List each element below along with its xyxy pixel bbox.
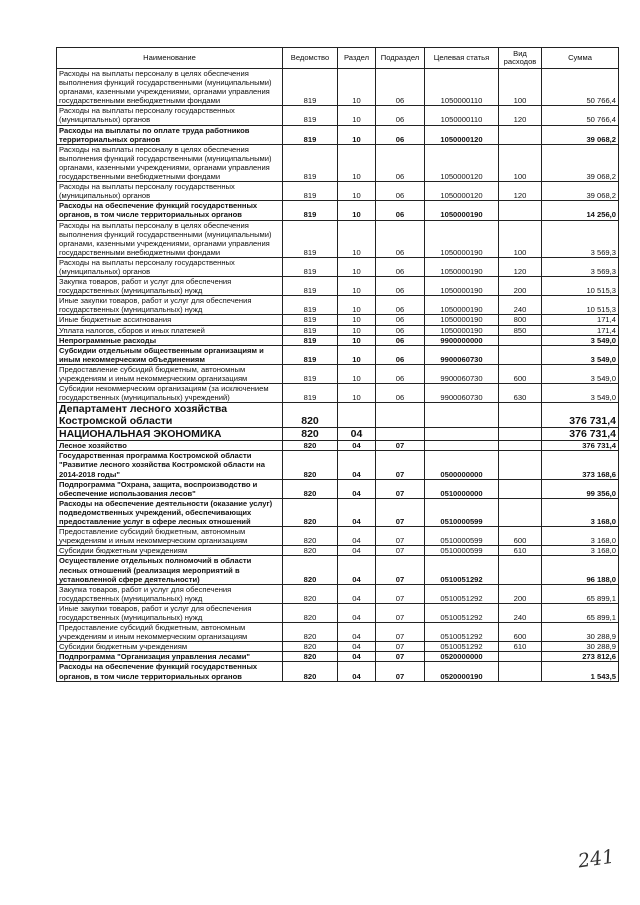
- row-razdel: 10: [338, 220, 376, 257]
- row-name: Иные закупки товаров, работ и услуг для обеспечения государственных (муниципальных) нужд: [57, 603, 283, 622]
- row-podrazdel: 06: [376, 345, 425, 364]
- table-row: [57, 642, 619, 652]
- row-sum: 10 515,3: [542, 296, 619, 315]
- table-row: [57, 584, 619, 603]
- row-razdel: 04: [338, 451, 376, 479]
- row-razdel: 10: [338, 106, 376, 125]
- row-sum: 273 812,6: [542, 652, 619, 662]
- row-vedomstvo: 819: [283, 325, 338, 335]
- row-podrazdel: 07: [376, 546, 425, 556]
- row-sum: 3 168,0: [542, 546, 619, 556]
- row-target: 9900000000: [425, 335, 499, 345]
- row-sum: 3 549,0: [542, 335, 619, 345]
- row-vedomstvo: 820: [283, 662, 338, 681]
- row-razdel: 04: [338, 546, 376, 556]
- row-target: 0510000599: [425, 498, 499, 526]
- header-target: Целевая статья: [425, 48, 499, 69]
- row-target: 1050000190: [425, 296, 499, 315]
- row-razdel: 04: [338, 479, 376, 498]
- row-sum: 10 515,3: [542, 277, 619, 296]
- table-body: [57, 69, 619, 682]
- row-vedomstvo: 820: [283, 652, 338, 662]
- row-vid: [499, 479, 542, 498]
- row-vedomstvo: 820: [283, 479, 338, 498]
- row-vid: 850: [499, 325, 542, 335]
- row-name: Иные бюджетные ассигнования: [57, 315, 283, 325]
- row-target: 1050000120: [425, 144, 499, 181]
- row-name: Лесное хозяйство: [57, 441, 283, 451]
- row-vid: 200: [499, 277, 542, 296]
- table-row: [57, 296, 619, 315]
- row-vedomstvo: 819: [283, 69, 338, 106]
- table-row: [57, 428, 619, 441]
- row-podrazdel: 07: [376, 479, 425, 498]
- budget-table-page: [56, 47, 618, 682]
- row-vedomstvo: 819: [283, 384, 338, 403]
- row-vid: [499, 345, 542, 364]
- row-razdel: 04: [338, 603, 376, 622]
- table-row: [57, 125, 619, 144]
- row-target: 0510000000: [425, 479, 499, 498]
- table-row: [57, 662, 619, 681]
- row-vid: [499, 201, 542, 220]
- row-vedomstvo: 819: [283, 315, 338, 325]
- row-target: 0510051292: [425, 556, 499, 584]
- row-vid: 600: [499, 364, 542, 383]
- table-row: [57, 546, 619, 556]
- row-vedomstvo: 819: [283, 277, 338, 296]
- table-row: [57, 315, 619, 325]
- row-target: 0510000599: [425, 527, 499, 546]
- row-podrazdel: 07: [376, 662, 425, 681]
- row-name: Расходы на выплаты персоналу государственных (муниципальных) органов: [57, 182, 283, 201]
- row-target: 9900060730: [425, 364, 499, 383]
- row-podrazdel: 06: [376, 220, 425, 257]
- row-sum: 171,4: [542, 315, 619, 325]
- row-sum: 39 068,2: [542, 182, 619, 201]
- header-name: Наименование: [57, 48, 283, 69]
- row-target: [425, 428, 499, 441]
- table-row: [57, 384, 619, 403]
- row-name: Расходы на обеспечение функций государственных органов, в том числе территориальных органов: [57, 662, 283, 681]
- row-podrazdel: 07: [376, 556, 425, 584]
- row-name: Осуществление отдельных полномочий в области лесных отношений (реализация мероприятий в установленной сфере деятельности): [57, 556, 283, 584]
- row-sum: 99 356,0: [542, 479, 619, 498]
- row-vid: [499, 428, 542, 441]
- row-vid: [499, 662, 542, 681]
- row-target: 0510051292: [425, 603, 499, 622]
- row-vedomstvo: 819: [283, 257, 338, 276]
- table-row: [57, 69, 619, 106]
- row-razdel: 10: [338, 345, 376, 364]
- row-sum: 3 549,0: [542, 364, 619, 383]
- row-podrazdel: 07: [376, 652, 425, 662]
- row-vid: 100: [499, 144, 542, 181]
- header-podrazdel: Подраздел: [376, 48, 425, 69]
- row-sum: 1 543,5: [542, 662, 619, 681]
- row-vid: 120: [499, 257, 542, 276]
- row-target: 1050000120: [425, 182, 499, 201]
- table-row: [57, 527, 619, 546]
- row-vedomstvo: 819: [283, 201, 338, 220]
- row-target: 9900060730: [425, 384, 499, 403]
- row-target: 9900060730: [425, 345, 499, 364]
- row-podrazdel: 07: [376, 498, 425, 526]
- table-row: [57, 257, 619, 276]
- page-number: 241: [576, 845, 616, 873]
- row-podrazdel: 06: [376, 277, 425, 296]
- row-sum: 3 569,3: [542, 257, 619, 276]
- row-razdel: 10: [338, 257, 376, 276]
- row-vedomstvo: 819: [283, 335, 338, 345]
- row-vid: 100: [499, 69, 542, 106]
- table-row: [57, 325, 619, 335]
- row-podrazdel: 07: [376, 451, 425, 479]
- row-podrazdel: 06: [376, 106, 425, 125]
- row-podrazdel: [376, 403, 425, 428]
- table-row: [57, 220, 619, 257]
- row-target: [425, 441, 499, 451]
- row-name: Расходы на выплаты персоналу государственных (муниципальных) органов: [57, 106, 283, 125]
- table-row: [57, 498, 619, 526]
- header-row: [57, 48, 619, 69]
- row-razdel: 04: [338, 642, 376, 652]
- table-row: [57, 603, 619, 622]
- row-name: Закупка товаров, работ и услуг для обеспечения государственных (муниципальных) нужд: [57, 584, 283, 603]
- table-row: [57, 106, 619, 125]
- table-row: [57, 623, 619, 642]
- row-vedomstvo: 820: [283, 527, 338, 546]
- row-sum: 376 731,4: [542, 441, 619, 451]
- row-name: Уплата налогов, сборов и иных платежей: [57, 325, 283, 335]
- row-razdel: 04: [338, 623, 376, 642]
- row-name: Закупка товаров, работ и услуг для обеспечения государственных (муниципальных) нужд: [57, 277, 283, 296]
- row-razdel: 10: [338, 315, 376, 325]
- row-vedomstvo: 819: [283, 345, 338, 364]
- row-razdel: 04: [338, 527, 376, 546]
- row-podrazdel: 06: [376, 182, 425, 201]
- row-podrazdel: 06: [376, 201, 425, 220]
- table-row: [57, 441, 619, 451]
- row-vedomstvo: 819: [283, 364, 338, 383]
- row-vedomstvo: 819: [283, 220, 338, 257]
- row-vedomstvo: 820: [283, 498, 338, 526]
- row-vid: 240: [499, 296, 542, 315]
- row-podrazdel: 07: [376, 441, 425, 451]
- row-podrazdel: 07: [376, 527, 425, 546]
- row-sum: 376 731,4: [542, 428, 619, 441]
- row-razdel: 04: [338, 498, 376, 526]
- table-row: [57, 335, 619, 345]
- row-target: 0520000000: [425, 652, 499, 662]
- row-target: 0510051292: [425, 623, 499, 642]
- row-razdel: 04: [338, 662, 376, 681]
- row-vid: 600: [499, 623, 542, 642]
- table-row: [57, 364, 619, 383]
- row-name: Подпрограмма "Охрана, защита, воспроизводство и обеспечение использования лесов": [57, 479, 283, 498]
- row-name: Расходы на обеспечение функций государственных органов, в том числе территориальных органов: [57, 201, 283, 220]
- row-target: 1050000110: [425, 106, 499, 125]
- row-target: 0510051292: [425, 584, 499, 603]
- row-sum: 3 549,0: [542, 345, 619, 364]
- row-podrazdel: 06: [376, 69, 425, 106]
- row-sum: 30 288,9: [542, 642, 619, 652]
- row-vedomstvo: 819: [283, 182, 338, 201]
- row-podrazdel: 07: [376, 603, 425, 622]
- row-sum: 373 168,6: [542, 451, 619, 479]
- row-name: Расходы на выплаты персоналу в целях обеспечения выполнения функций государственными (муниципальными) органами, казенными учреждениями, органами управления государственными внебюджетными фондами: [57, 69, 283, 106]
- row-name: Непрограммные расходы: [57, 335, 283, 345]
- table-row: [57, 345, 619, 364]
- row-sum: 3 569,3: [542, 220, 619, 257]
- table-row: [57, 556, 619, 584]
- row-vedomstvo: 820: [283, 642, 338, 652]
- row-name: Предоставление субсидий бюджетным, автономным учреждениям и иным некоммерческим организациям: [57, 364, 283, 383]
- row-vid: [499, 441, 542, 451]
- row-podrazdel: 07: [376, 623, 425, 642]
- row-vedomstvo: 820: [283, 428, 338, 441]
- row-vid: [499, 125, 542, 144]
- row-razdel: 04: [338, 556, 376, 584]
- row-vid: [499, 652, 542, 662]
- row-name: НАЦИОНАЛЬНАЯ ЭКОНОМИКА: [57, 428, 283, 441]
- row-target: 0500000000: [425, 451, 499, 479]
- row-vid: 610: [499, 642, 542, 652]
- row-razdel: 10: [338, 125, 376, 144]
- row-vedomstvo: 819: [283, 144, 338, 181]
- row-razdel: 10: [338, 364, 376, 383]
- header-razdel: Раздел: [338, 48, 376, 69]
- row-target: 1050000120: [425, 125, 499, 144]
- row-razdel: 10: [338, 69, 376, 106]
- row-target: 1050000190: [425, 220, 499, 257]
- row-sum: 3 168,0: [542, 527, 619, 546]
- row-vid: 120: [499, 182, 542, 201]
- row-vid: 240: [499, 603, 542, 622]
- row-name: Субсидии некоммерческим организациям (за исключением государственных (муниципальных) учреждений): [57, 384, 283, 403]
- row-target: 1050000190: [425, 325, 499, 335]
- row-vedomstvo: 819: [283, 106, 338, 125]
- row-podrazdel: 06: [376, 144, 425, 181]
- row-target: 1050000190: [425, 257, 499, 276]
- header-vid: Вид расходов: [499, 48, 542, 69]
- table-row: [57, 201, 619, 220]
- row-razdel: 10: [338, 277, 376, 296]
- row-vid: [499, 498, 542, 526]
- row-vid: 600: [499, 527, 542, 546]
- row-name: Субсидии отдельным общественным организациям и иным некоммерческим объединениям: [57, 345, 283, 364]
- row-razdel: 04: [338, 652, 376, 662]
- row-name: Департамент лесного хозяйства Костромской области: [57, 403, 283, 428]
- row-name: Расходы на выплаты персоналу государственных (муниципальных) органов: [57, 257, 283, 276]
- row-podrazdel: 06: [376, 296, 425, 315]
- row-vid: 200: [499, 584, 542, 603]
- row-vedomstvo: 820: [283, 556, 338, 584]
- table-row: [57, 479, 619, 498]
- row-vid: [499, 403, 542, 428]
- row-vid: 800: [499, 315, 542, 325]
- row-razdel: 04: [338, 428, 376, 441]
- row-sum: 39 068,2: [542, 125, 619, 144]
- row-vedomstvo: 819: [283, 296, 338, 315]
- row-vid: [499, 335, 542, 345]
- row-vid: 630: [499, 384, 542, 403]
- row-vedomstvo: 820: [283, 603, 338, 622]
- row-vedomstvo: 820: [283, 441, 338, 451]
- row-target: 0510051292: [425, 642, 499, 652]
- row-razdel: 10: [338, 144, 376, 181]
- row-sum: 3 168,0: [542, 498, 619, 526]
- row-name: Расходы на обеспечение деятельности (оказание услуг) подведомственных учреждений, обеспечивающих предоставление услуг в сфере лесных отношений: [57, 498, 283, 526]
- table-row: [57, 652, 619, 662]
- row-target: 0510000599: [425, 546, 499, 556]
- row-podrazdel: 06: [376, 384, 425, 403]
- row-podrazdel: 06: [376, 315, 425, 325]
- row-vid: [499, 451, 542, 479]
- budget-table: [56, 47, 619, 682]
- row-sum: 14 256,0: [542, 201, 619, 220]
- row-name: Расходы на выплаты персоналу в целях обеспечения выполнения функций государственными (муниципальными) органами, казенными учреждениями, органами управления государственными внебюджетными фондами: [57, 144, 283, 181]
- row-podrazdel: 06: [376, 125, 425, 144]
- header-vedomstvo: Ведомство: [283, 48, 338, 69]
- row-name: Субсидии бюджетным учреждениям: [57, 642, 283, 652]
- row-razdel: 10: [338, 325, 376, 335]
- row-sum: 65 899,1: [542, 584, 619, 603]
- row-vedomstvo: 819: [283, 125, 338, 144]
- row-razdel: 10: [338, 296, 376, 315]
- row-sum: 3 549,0: [542, 384, 619, 403]
- table-row: [57, 277, 619, 296]
- row-target: [425, 403, 499, 428]
- table-row: [57, 451, 619, 479]
- row-target: 1050000190: [425, 201, 499, 220]
- row-sum: 30 288,9: [542, 623, 619, 642]
- row-razdel: 04: [338, 441, 376, 451]
- table-row: [57, 403, 619, 428]
- row-name: Предоставление субсидий бюджетным, автономным учреждениям и иным некоммерческим организациям: [57, 623, 283, 642]
- row-vedomstvo: 820: [283, 403, 338, 428]
- header-sum: Сумма: [542, 48, 619, 69]
- row-sum: 50 766,4: [542, 106, 619, 125]
- row-razdel: 10: [338, 335, 376, 345]
- table-row: [57, 182, 619, 201]
- row-name: Государственная программа Костромской области "Развитие лесного хозяйства Костромской области на 2014-2018 годы": [57, 451, 283, 479]
- row-name: Предоставление субсидий бюджетным, автономным учреждениям и иным некоммерческим организациям: [57, 527, 283, 546]
- row-vedomstvo: 820: [283, 584, 338, 603]
- row-razdel: 04: [338, 584, 376, 603]
- row-name: Иные закупки товаров, работ и услуг для обеспечения государственных (муниципальных) нужд: [57, 296, 283, 315]
- row-vedomstvo: 820: [283, 546, 338, 556]
- row-podrazdel: 06: [376, 257, 425, 276]
- row-podrazdel: 07: [376, 584, 425, 603]
- row-name: Расходы на выплаты по оплате труда работников территориальных органов: [57, 125, 283, 144]
- row-razdel: [338, 403, 376, 428]
- row-vid: 100: [499, 220, 542, 257]
- table-row: [57, 144, 619, 181]
- row-razdel: 10: [338, 201, 376, 220]
- row-vid: [499, 556, 542, 584]
- row-sum: 171,4: [542, 325, 619, 335]
- row-target: 0520000190: [425, 662, 499, 681]
- row-name: Субсидии бюджетным учреждениям: [57, 546, 283, 556]
- row-name: Подпрограмма "Организация управления лесами": [57, 652, 283, 662]
- row-target: 1050000190: [425, 315, 499, 325]
- row-podrazdel: 07: [376, 642, 425, 652]
- row-target: 1050000110: [425, 69, 499, 106]
- row-sum: 65 899,1: [542, 603, 619, 622]
- row-podrazdel: 06: [376, 364, 425, 383]
- row-sum: 39 068,2: [542, 144, 619, 181]
- row-name: Расходы на выплаты персоналу в целях обеспечения выполнения функций государственными (муниципальными) органами, казенными учреждениями, органами управления государственными внебюджетными фондами: [57, 220, 283, 257]
- row-vedomstvo: 820: [283, 451, 338, 479]
- row-podrazdel: 06: [376, 335, 425, 345]
- row-vid: 120: [499, 106, 542, 125]
- row-vedomstvo: 820: [283, 623, 338, 642]
- row-razdel: 10: [338, 384, 376, 403]
- row-sum: 96 188,0: [542, 556, 619, 584]
- row-sum: 50 766,4: [542, 69, 619, 106]
- row-sum: 376 731,4: [542, 403, 619, 428]
- row-podrazdel: [376, 428, 425, 441]
- row-podrazdel: 06: [376, 325, 425, 335]
- row-vid: 610: [499, 546, 542, 556]
- row-razdel: 10: [338, 182, 376, 201]
- row-target: 1050000190: [425, 277, 499, 296]
